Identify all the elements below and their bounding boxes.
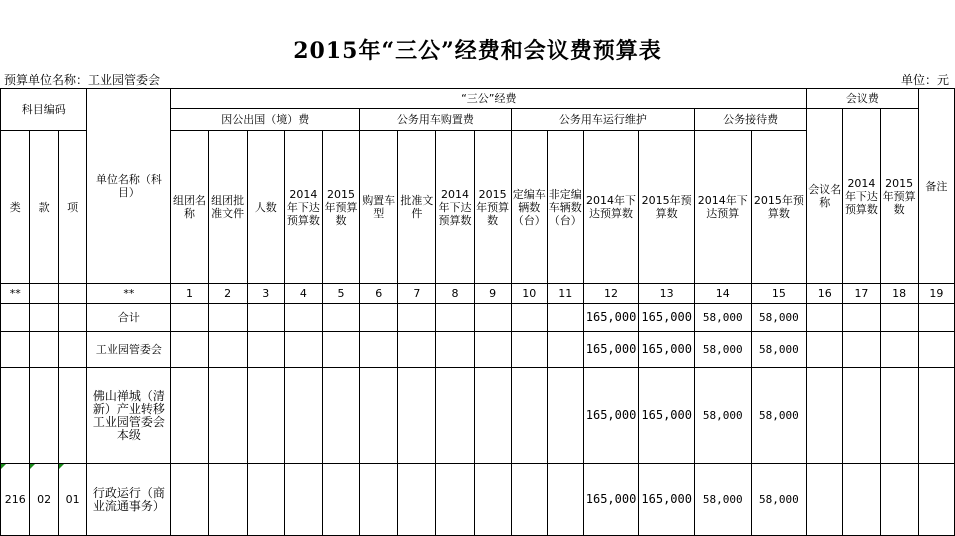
cell-empty[interactable] — [807, 368, 843, 464]
page-title: 2015年“三公”经费和会议费预算表 — [293, 38, 662, 64]
cell-empty[interactable] — [807, 332, 843, 368]
header-abroad-group-name: 组团名称 — [171, 131, 208, 284]
index-cell: 17 — [843, 284, 880, 304]
cell-empty[interactable] — [360, 332, 398, 368]
index-cell: 12 — [583, 284, 639, 304]
cell-op-2015[interactable]: 165,000 — [639, 332, 695, 368]
cell-empty[interactable] — [436, 464, 474, 536]
cell-empty[interactable] — [918, 368, 954, 464]
header-meeting: 会议费 — [807, 89, 919, 109]
cell-empty[interactable] — [284, 304, 322, 332]
cell-empty[interactable] — [807, 464, 843, 536]
cell-empty[interactable] — [511, 464, 547, 536]
index-cell: 2 — [208, 284, 247, 304]
index-cell: ** — [87, 284, 171, 304]
header-abroad-approval: 组团批准文件 — [208, 131, 247, 284]
header-op-2014: 2014年下达预算数 — [583, 131, 639, 284]
cell-empty[interactable] — [436, 304, 474, 332]
header-abroad-people: 人数 — [247, 131, 284, 284]
index-cell: 16 — [807, 284, 843, 304]
cell-empty[interactable] — [208, 368, 247, 464]
cell-op-2014[interactable]: 165,000 — [583, 332, 639, 368]
cell-empty[interactable] — [284, 464, 322, 536]
table-row — [1, 332, 955, 368]
cell-empty[interactable] — [547, 368, 583, 464]
header-purchase-2014: 2014年下达预算数 — [436, 131, 474, 284]
index-cell: 1 — [171, 284, 208, 304]
cell-empty[interactable] — [208, 304, 247, 332]
cell-empty[interactable] — [880, 304, 918, 332]
cell-empty[interactable] — [398, 464, 436, 536]
cell-unit-name[interactable]: 合计 — [87, 304, 171, 332]
cell-xiang[interactable] — [58, 332, 86, 368]
table-row — [1, 368, 955, 464]
cell-empty[interactable] — [474, 304, 511, 332]
cell-unit-name[interactable]: 工业园管委会 — [87, 332, 171, 368]
cell-empty[interactable] — [171, 304, 208, 332]
cell-kuan[interactable] — [30, 304, 58, 332]
cell-reception-2014[interactable]: 58,000 — [695, 464, 752, 536]
cell-empty[interactable] — [880, 368, 918, 464]
header-meeting-2015: 2015年预算数 — [880, 109, 918, 284]
header-remark: 备注 — [918, 89, 954, 284]
cell-empty[interactable] — [511, 332, 547, 368]
cell-empty[interactable] — [322, 368, 359, 464]
index-cell — [58, 284, 86, 304]
index-cell: ** — [1, 284, 30, 304]
cell-reception-2014[interactable]: 58,000 — [695, 304, 752, 332]
header-meeting-name: 会议名称 — [807, 109, 843, 284]
cell-xiang[interactable] — [58, 368, 86, 464]
index-cell: 15 — [751, 284, 807, 304]
cell-empty[interactable] — [880, 332, 918, 368]
index-cell: 8 — [436, 284, 474, 304]
cell-kuan[interactable] — [30, 332, 58, 368]
cell-empty[interactable] — [171, 332, 208, 368]
table-row — [1, 464, 955, 536]
cell-empty[interactable] — [284, 368, 322, 464]
cell-reception-2015[interactable]: 58,000 — [751, 368, 807, 464]
cell-empty[interactable] — [474, 464, 511, 536]
cell-empty[interactable] — [436, 368, 474, 464]
cell-reception-2015[interactable]: 58,000 — [751, 332, 807, 368]
cell-empty[interactable] — [247, 332, 284, 368]
cell-empty[interactable] — [247, 368, 284, 464]
header-car-operation: 公务用车运行维护 — [511, 109, 694, 131]
budget-unit-label: 预算单位名称：工业园管委会 — [4, 73, 161, 87]
index-cell: 5 — [322, 284, 359, 304]
cell-empty[interactable] — [360, 368, 398, 464]
header-purchase-model: 购置车型 — [360, 131, 398, 284]
index-cell: 19 — [918, 284, 954, 304]
currency-unit-label: 单位：元 — [900, 73, 949, 87]
cell-empty[interactable] — [918, 304, 954, 332]
cell-empty[interactable] — [322, 304, 359, 332]
cell-lei[interactable] — [1, 368, 30, 464]
cell-empty[interactable] — [436, 332, 474, 368]
header-reception-2015: 2015年预算数 — [751, 131, 807, 284]
index-cell: 3 — [247, 284, 284, 304]
cell-empty[interactable] — [360, 464, 398, 536]
header-meeting-2014: 2014年下达预算数 — [843, 109, 880, 284]
header-xiang: 项 — [58, 131, 86, 284]
cell-empty[interactable] — [171, 368, 208, 464]
cell-empty[interactable] — [284, 332, 322, 368]
cell-xiang[interactable] — [58, 304, 86, 332]
cell-empty[interactable] — [398, 304, 436, 332]
cell-empty[interactable] — [322, 332, 359, 368]
index-cell: 14 — [695, 284, 752, 304]
index-cell — [30, 284, 58, 304]
index-row — [1, 284, 955, 304]
header-sangong: “三公”经费 — [171, 89, 807, 109]
header-car-purchase: 公务用车购置费 — [360, 109, 512, 131]
cell-reception-2014[interactable]: 58,000 — [695, 368, 752, 464]
cell-lei[interactable] — [1, 304, 30, 332]
cell-lei[interactable]: 216 — [1, 464, 30, 536]
cell-empty[interactable] — [843, 332, 880, 368]
index-cell: 9 — [474, 284, 511, 304]
cell-unit-name[interactable]: 行政运行（商业流通事务） — [87, 464, 171, 536]
index-cell: 13 — [639, 284, 695, 304]
cell-kuan[interactable]: 02 — [30, 464, 58, 536]
cell-empty[interactable] — [322, 464, 359, 536]
header-abroad-2014: 2014年下达预算数 — [284, 131, 322, 284]
index-cell: 4 — [284, 284, 322, 304]
index-cell: 11 — [547, 284, 583, 304]
header-kuan: 款 — [30, 131, 58, 284]
cell-empty[interactable] — [171, 464, 208, 536]
cell-empty[interactable] — [474, 368, 511, 464]
header-reception: 公务接待费 — [695, 109, 807, 131]
header-abroad-2015: 2015年预算数 — [322, 131, 359, 284]
header-op-2015: 2015年预算数 — [639, 131, 695, 284]
cell-empty[interactable] — [807, 304, 843, 332]
header-op-fixed-cars: 定编车辆数（台） — [511, 131, 547, 284]
cell-empty[interactable] — [247, 304, 284, 332]
cell-kuan[interactable] — [30, 368, 58, 464]
cell-empty[interactable] — [208, 464, 247, 536]
cell-empty[interactable] — [360, 304, 398, 332]
index-cell: 7 — [398, 284, 436, 304]
cell-empty[interactable] — [247, 464, 284, 536]
cell-op-2015[interactable]: 165,000 — [639, 368, 695, 464]
cell-empty[interactable] — [843, 368, 880, 464]
cell-empty[interactable] — [208, 332, 247, 368]
header-unit-name: 单位名称（科目） — [87, 89, 171, 284]
cell-empty[interactable] — [880, 464, 918, 536]
cell-empty[interactable] — [398, 368, 436, 464]
cell-empty[interactable] — [547, 304, 583, 332]
cell-empty[interactable] — [398, 332, 436, 368]
cell-empty[interactable] — [843, 464, 880, 536]
table-row — [1, 304, 955, 332]
cell-reception-2014[interactable]: 58,000 — [695, 332, 752, 368]
index-cell: 18 — [880, 284, 918, 304]
budget-table — [0, 88, 955, 536]
cell-lei[interactable] — [1, 332, 30, 368]
header-subject-code: 科目编码 — [1, 89, 87, 131]
cell-reception-2015[interactable]: 58,000 — [751, 304, 807, 332]
cell-empty[interactable] — [918, 464, 954, 536]
index-cell: 10 — [511, 284, 547, 304]
cell-unit-name[interactable]: 佛山禅城（清新）产业转移工业园管委会本级 — [87, 368, 171, 464]
cell-op-2014[interactable]: 165,000 — [583, 464, 639, 536]
cell-op-2015[interactable]: 165,000 — [639, 464, 695, 536]
cell-empty[interactable] — [547, 464, 583, 536]
cell-empty[interactable] — [511, 368, 547, 464]
cell-empty[interactable] — [547, 332, 583, 368]
cell-op-2015[interactable]: 165,000 — [639, 304, 695, 332]
cell-empty[interactable] — [511, 304, 547, 332]
header-abroad: 因公出国（境）费 — [171, 109, 360, 131]
cell-empty[interactable] — [843, 304, 880, 332]
cell-empty[interactable] — [918, 332, 954, 368]
header-purchase-approval: 批准文件 — [398, 131, 436, 284]
header-lei: 类 — [1, 131, 30, 284]
cell-empty[interactable] — [474, 332, 511, 368]
cell-reception-2015[interactable]: 58,000 — [751, 464, 807, 536]
header-op-nonfixed-cars: 非定编车辆数（台） — [547, 131, 583, 284]
index-cell: 6 — [360, 284, 398, 304]
header-purchase-2015: 2015年预算数 — [474, 131, 511, 284]
cell-op-2014[interactable]: 165,000 — [583, 304, 639, 332]
cell-xiang[interactable]: 01 — [58, 464, 86, 536]
header-reception-2014: 2014年下达预算 — [695, 131, 752, 284]
cell-op-2014[interactable]: 165,000 — [583, 368, 639, 464]
